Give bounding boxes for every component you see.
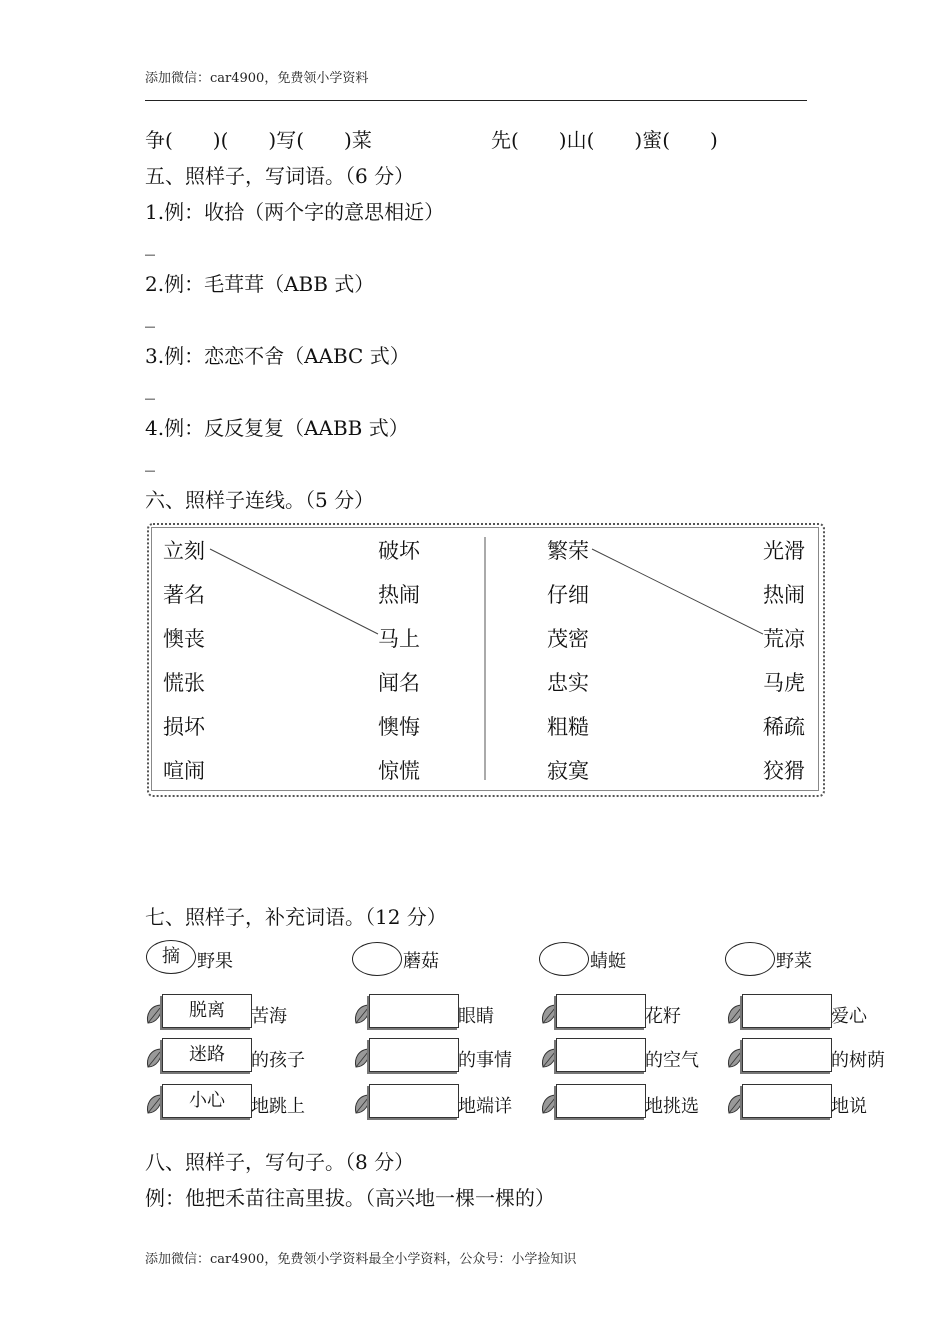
leaf-icon (356, 1095, 370, 1113)
leaf-icon (543, 1049, 557, 1067)
word-left-a-4[interactable]: 慌张 (163, 671, 205, 695)
word-left-b-1[interactable]: 破坏 (378, 539, 420, 563)
word-right-a-6[interactable]: 寂寞 (547, 759, 589, 783)
answer-blank-4[interactable]: _ (145, 448, 155, 472)
fill-box-r3-c2[interactable] (369, 1084, 459, 1118)
word-left-a-2[interactable]: 著名 (163, 583, 205, 607)
box-word-r3-c2: 地端详 (458, 1096, 512, 1117)
section5-item-2: 2.例：毛茸茸（ABB 式） (145, 272, 375, 296)
box-word-r2-c4: 的树荫 (831, 1050, 885, 1071)
leaf-icon (543, 1005, 557, 1023)
leaf-icon (729, 1095, 743, 1113)
word-left-b-5[interactable]: 懊悔 (378, 715, 420, 739)
answer-blank-3[interactable]: _ (145, 376, 155, 400)
oval-word-1: 野果 (197, 951, 233, 972)
box-word-r2-c2: 的事情 (458, 1050, 512, 1071)
oval-word-2: 蘑菇 (403, 951, 439, 972)
box-word-r3-c3: 地挑选 (645, 1096, 699, 1117)
page-header: 添加微信：car4900，免费领小学资料 (145, 71, 369, 86)
word-left-a-3[interactable]: 懊丧 (163, 627, 205, 651)
leaf-icon (148, 1049, 162, 1067)
word-right-a-4[interactable]: 忠实 (547, 671, 589, 695)
word-right-b-2[interactable]: 热闹 (763, 583, 805, 607)
fill-box-r1-c2[interactable] (369, 994, 459, 1028)
fill-box-r1-c3[interactable] (556, 994, 646, 1028)
word-left-a-5[interactable]: 损坏 (163, 715, 205, 739)
box-word-r1-c4: 爱心 (831, 1006, 867, 1027)
fill-in-left: 争( )( )写( )菜 (145, 128, 372, 152)
answer-blank-1[interactable]: _ (145, 232, 155, 256)
word-left-b-6[interactable]: 惊慌 (378, 759, 420, 783)
fill-in-right: 先( )山( )蜜( ) (491, 128, 718, 152)
word-right-b-4[interactable]: 马虎 (763, 671, 805, 695)
word-right-a-2[interactable]: 仔细 (547, 583, 589, 607)
section5-item-4: 4.例：反反复复（AABB 式） (145, 416, 409, 440)
leaf-icon (148, 1005, 162, 1023)
page-footer: 添加微信：car4900，免费领小学资料最全小学资料，公众号：小学捡知识 (145, 1252, 577, 1267)
word-right-b-6[interactable]: 狡猾 (763, 759, 805, 783)
section7-title: 七、照样子，补充词语。（12 分） (145, 905, 447, 929)
leaf-icon (148, 1095, 162, 1113)
box-word-r2-c1: 的孩子 (251, 1050, 305, 1071)
leaf-icon (356, 1005, 370, 1023)
leaf-icon (729, 1049, 743, 1067)
fill-box-r3-c4[interactable] (742, 1084, 832, 1118)
oval-word-3: 蜻蜓 (590, 951, 626, 972)
box-word-r1-c3: 花籽 (645, 1006, 681, 1027)
word-right-b-3[interactable]: 荒凉 (763, 627, 805, 651)
word-right-b-5[interactable]: 稀疏 (763, 715, 805, 739)
word-right-a-5[interactable]: 粗糙 (547, 715, 589, 739)
word-right-b-1[interactable]: 光滑 (763, 539, 805, 563)
word-left-b-4[interactable]: 闻名 (378, 671, 420, 695)
box-word-r1-c1: 苦海 (251, 1006, 287, 1027)
word-left-b-3[interactable]: 马上 (378, 627, 420, 651)
word-left-b-2[interactable]: 热闹 (378, 583, 420, 607)
section8-title: 八、照样子，写句子。（8 分） (145, 1150, 415, 1174)
fill-box-r2-c1[interactable]: 迷路 (162, 1038, 252, 1072)
answer-blank-2[interactable]: _ (145, 304, 155, 328)
word-right-a-3[interactable]: 茂密 (547, 627, 589, 651)
section5-item-1: 1.例：收拾（两个字的意思相近） (145, 200, 445, 224)
box-word-r2-c3: 的空气 (645, 1050, 699, 1071)
oval-word-4: 野菜 (776, 951, 812, 972)
fill-box-r3-c3[interactable] (556, 1084, 646, 1118)
fill-box-r3-c1[interactable]: 小心 (162, 1084, 252, 1118)
section6-title: 六、照样子连线。（5 分） (145, 488, 375, 512)
fill-box-r2-c2[interactable] (369, 1038, 459, 1072)
leaf-icon (356, 1049, 370, 1067)
fill-box-r2-c4[interactable] (742, 1038, 832, 1072)
fill-box-r1-c4[interactable] (742, 994, 832, 1028)
box-word-r1-c2: 眼睛 (458, 1006, 494, 1027)
leaf-icon (729, 1005, 743, 1023)
box-word-r3-c4: 地说 (831, 1096, 867, 1117)
section5-title: 五、照样子，写词语。（6 分） (145, 164, 415, 188)
word-left-a-6[interactable]: 喧闹 (163, 759, 205, 783)
word-right-a-1[interactable]: 繁荣 (547, 539, 589, 563)
fill-box-r2-c3[interactable] (556, 1038, 646, 1072)
word-left-a-1[interactable]: 立刻 (163, 539, 205, 563)
leaf-icon (543, 1095, 557, 1113)
box-word-r3-c1: 地跳上 (251, 1096, 305, 1117)
section8-example: 例：他把禾苗往高里拔。（高兴地一棵一棵的） (145, 1186, 555, 1210)
section5-item-3: 3.例：恋恋不舍（AABC 式） (145, 344, 410, 368)
fill-box-r1-c1[interactable]: 脱离 (162, 994, 252, 1028)
oval-blank-1[interactable]: 摘 (146, 940, 196, 974)
